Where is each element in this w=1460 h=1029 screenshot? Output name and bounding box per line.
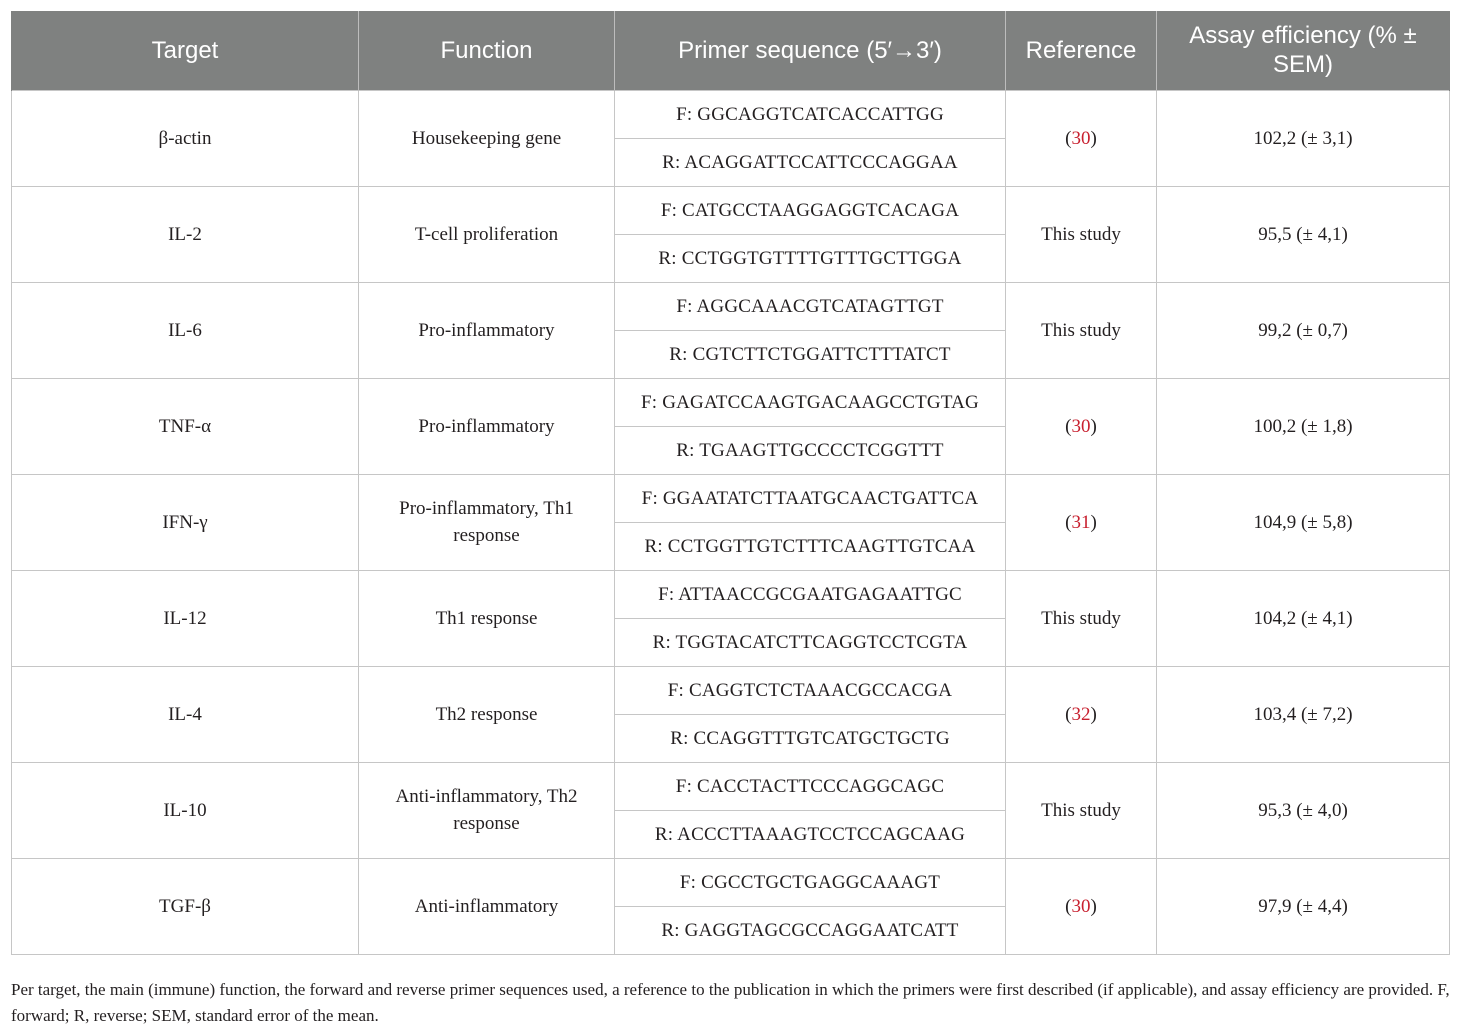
efficiency-cell: 103,4 (± 7,2)	[1157, 666, 1450, 762]
reference-paren-close: )	[1090, 127, 1097, 149]
table-row	[12, 186, 1450, 234]
table-row	[12, 378, 1450, 426]
reference-link[interactable]: 30	[1071, 415, 1091, 437]
target-cell: IL-12	[12, 570, 359, 666]
reference-paren-open: (	[1065, 127, 1072, 149]
table-row	[12, 858, 1450, 906]
forward-primer-cell: F: CAGGTCTCTAAACGCCACGA	[615, 666, 1006, 714]
reference-cell	[1006, 90, 1157, 186]
target-cell: IL-6	[12, 282, 359, 378]
reference-cell: This study	[1006, 282, 1157, 378]
reference-paren-open: (	[1065, 511, 1072, 533]
reference-link[interactable]: 31	[1071, 511, 1091, 533]
reference-cell	[1006, 666, 1157, 762]
reference-cell	[1006, 378, 1157, 474]
reverse-primer-cell: R: GAGGTAGCGCCAGGAATCATT	[615, 906, 1006, 954]
efficiency-cell: 95,5 (± 4,1)	[1157, 186, 1450, 282]
forward-primer-cell: F: CACCTACTTCCCAGGCAGC	[615, 762, 1006, 810]
header-primer-sequence: Primer sequence (5′→3′)	[615, 11, 1006, 90]
target-cell: β-actin	[12, 90, 359, 186]
target-cell: IL-2	[12, 186, 359, 282]
reference-paren-close: )	[1090, 895, 1097, 917]
function-cell: Th2 response	[359, 666, 615, 762]
function-cell: Anti-inflammatory	[359, 858, 615, 954]
reverse-primer-cell: R: CCAGGTTTGTCATGCTGCTG	[615, 714, 1006, 762]
reference-paren-open: (	[1065, 415, 1072, 437]
primer-table	[11, 11, 1450, 955]
target-cell: TGF-β	[12, 858, 359, 954]
reverse-primer-cell: R: CGTCTTCTGGATTCTTTATCT	[615, 330, 1006, 378]
efficiency-cell: 104,2 (± 4,1)	[1157, 570, 1450, 666]
reference-paren-close: )	[1090, 703, 1097, 725]
table-header	[12, 11, 1450, 90]
table-row	[12, 474, 1450, 522]
efficiency-cell: 97,9 (± 4,4)	[1157, 858, 1450, 954]
function-cell: Th1 response	[359, 570, 615, 666]
forward-primer-cell: F: GGCAGGTCATCACCATTGG	[615, 90, 1006, 138]
reference-paren-close: )	[1090, 511, 1097, 533]
table-footnote: Per target, the main (immune) function, the forward and reverse primer sequences used, a reference to the publication in which the primers were first described (if applicable), and assay efficiency are provided. F, forward; R, reverse; SEM, standard error of the mean.	[11, 980, 1450, 1025]
target-cell: IFN-γ	[12, 474, 359, 570]
forward-primer-cell: F: AGGCAAACGTCATAGTTGT	[615, 282, 1006, 330]
function-cell: Pro-inflammatory	[359, 378, 615, 474]
function-cell: Pro-inflammatory	[359, 282, 615, 378]
target-cell: IL-4	[12, 666, 359, 762]
reference-link[interactable]: 32	[1071, 703, 1091, 725]
reference-cell	[1006, 858, 1157, 954]
reverse-primer-cell: R: TGGTACATCTTCAGGTCCTCGTA	[615, 618, 1006, 666]
table-body	[12, 90, 1450, 954]
table-row	[12, 666, 1450, 714]
header-function: Function	[359, 11, 615, 90]
efficiency-cell: 99,2 (± 0,7)	[1157, 282, 1450, 378]
reference-cell: This study	[1006, 570, 1157, 666]
reference-link[interactable]: 30	[1071, 895, 1091, 917]
header-assay-efficiency: Assay efficiency (% ± SEM)	[1157, 11, 1450, 90]
forward-primer-cell: F: CATGCCTAAGGAGGTCACAGA	[615, 186, 1006, 234]
reference-cell	[1006, 474, 1157, 570]
table-row	[12, 762, 1450, 810]
forward-primer-cell: F: CGCCTGCTGAGGCAAAGT	[615, 858, 1006, 906]
function-cell: T-cell proliferation	[359, 186, 615, 282]
forward-primer-cell: F: ATTAACCGCGAATGAGAATTGC	[615, 570, 1006, 618]
reverse-primer-cell: R: ACCCTTAAAGTCCTCCAGCAAG	[615, 810, 1006, 858]
reverse-primer-cell: R: CCTGGTGTTTTGTTTGCTTGGA	[615, 234, 1006, 282]
reverse-primer-cell: R: ACAGGATTCCATTCCCAGGAA	[615, 138, 1006, 186]
reverse-primer-cell: R: CCTGGTTGTCTTTCAAGTTGTCAA	[615, 522, 1006, 570]
function-cell: Housekeeping gene	[359, 90, 615, 186]
reference-link[interactable]: 30	[1071, 127, 1091, 149]
efficiency-cell: 104,9 (± 5,8)	[1157, 474, 1450, 570]
reference-paren-open: (	[1065, 895, 1072, 917]
table-row	[12, 570, 1450, 618]
reference-paren-close: )	[1090, 415, 1097, 437]
table-row	[12, 282, 1450, 330]
header-reference: Reference	[1006, 11, 1157, 90]
function-cell: Anti-inflammatory, Th2 response	[359, 762, 615, 858]
table-row	[12, 90, 1450, 138]
reference-cell: This study	[1006, 186, 1157, 282]
header-target: Target	[12, 11, 359, 90]
function-cell: Pro-inflammatory, Th1 response	[359, 474, 615, 570]
forward-primer-cell: F: GGAATATCTTAATGCAACTGATTCA	[615, 474, 1006, 522]
header-row	[12, 11, 1450, 90]
reverse-primer-cell: R: TGAAGTTGCCCCTCGGTTT	[615, 426, 1006, 474]
target-cell: IL-10	[12, 762, 359, 858]
forward-primer-cell: F: GAGATCCAAGTGACAAGCCTGTAG	[615, 378, 1006, 426]
reference-cell: This study	[1006, 762, 1157, 858]
efficiency-cell: 95,3 (± 4,0)	[1157, 762, 1450, 858]
efficiency-cell: 102,2 (± 3,1)	[1157, 90, 1450, 186]
efficiency-cell: 100,2 (± 1,8)	[1157, 378, 1450, 474]
target-cell: TNF-α	[12, 378, 359, 474]
reference-paren-open: (	[1065, 703, 1072, 725]
